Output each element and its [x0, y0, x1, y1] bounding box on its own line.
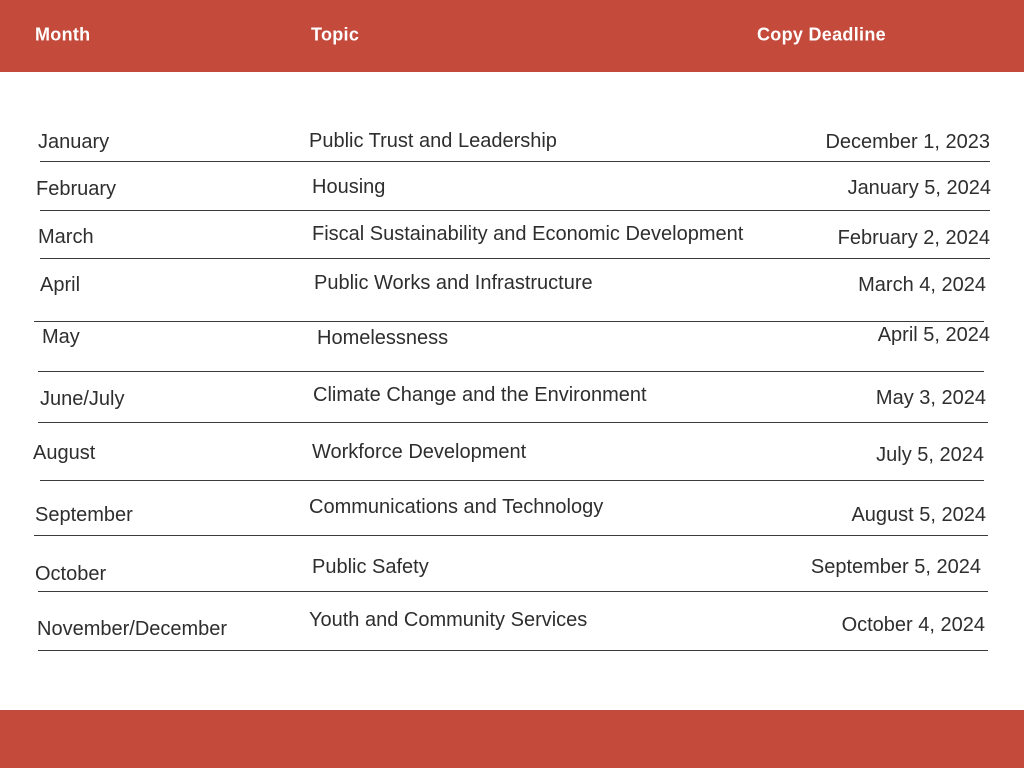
topic-cell: Communications and Technology — [309, 496, 604, 518]
month-cell: March — [38, 226, 94, 248]
month-cell: April — [40, 274, 81, 296]
topic-cell: Public Trust and Leadership — [309, 130, 557, 152]
deadline-cell: October 4, 2024 — [841, 614, 985, 636]
deadline-cell: March 4, 2024 — [858, 274, 986, 296]
month-column-header: Month — [35, 24, 91, 45]
header-bar — [0, 0, 1024, 72]
topic-cell: Housing — [312, 176, 386, 198]
deadline-cell: April 5, 2024 — [877, 324, 990, 346]
topic-cell: Youth and Community Services — [309, 609, 588, 631]
deadline-cell: May 3, 2024 — [875, 387, 986, 409]
deadline-cell: September 5, 2024 — [810, 556, 981, 578]
deadline-cell: August 5, 2024 — [851, 504, 986, 526]
row-divider — [38, 422, 988, 423]
deadline-cell: January 5, 2024 — [847, 177, 991, 199]
topic-cell: Public Safety — [312, 556, 429, 578]
month-cell: October — [35, 563, 107, 585]
month-cell: May — [42, 326, 80, 348]
row-divider — [34, 321, 984, 322]
topic-cell: Climate Change and the Environment — [313, 384, 647, 406]
row-divider — [38, 591, 988, 592]
row-divider — [40, 480, 984, 481]
deadline-cell: July 5, 2024 — [876, 444, 984, 466]
topic-cell: Workforce Development — [312, 441, 527, 463]
month-cell: September — [35, 504, 133, 526]
row-divider — [40, 161, 990, 162]
month-cell: February — [36, 178, 117, 200]
topic-column-header: Topic — [311, 24, 360, 45]
month-cell: January — [38, 131, 110, 153]
topic-cell: Homelessness — [317, 327, 449, 349]
deadline-cell: February 2, 2024 — [837, 227, 990, 249]
row-divider — [34, 535, 988, 536]
deadline-cell: December 1, 2023 — [825, 131, 990, 153]
row-divider — [38, 371, 984, 372]
row-divider — [40, 210, 990, 211]
month-cell: November/December — [37, 618, 228, 640]
topic-cell: Fiscal Sustainability and Economic Development — [312, 223, 744, 245]
footer-bar — [0, 710, 1024, 768]
topic-cell: Public Works and Infrastructure — [314, 272, 593, 294]
row-divider — [40, 258, 990, 259]
deadline-column-header: Copy Deadline — [757, 24, 886, 45]
month-cell: August — [33, 442, 96, 464]
row-divider — [38, 650, 988, 651]
month-cell: June/July — [40, 388, 125, 410]
